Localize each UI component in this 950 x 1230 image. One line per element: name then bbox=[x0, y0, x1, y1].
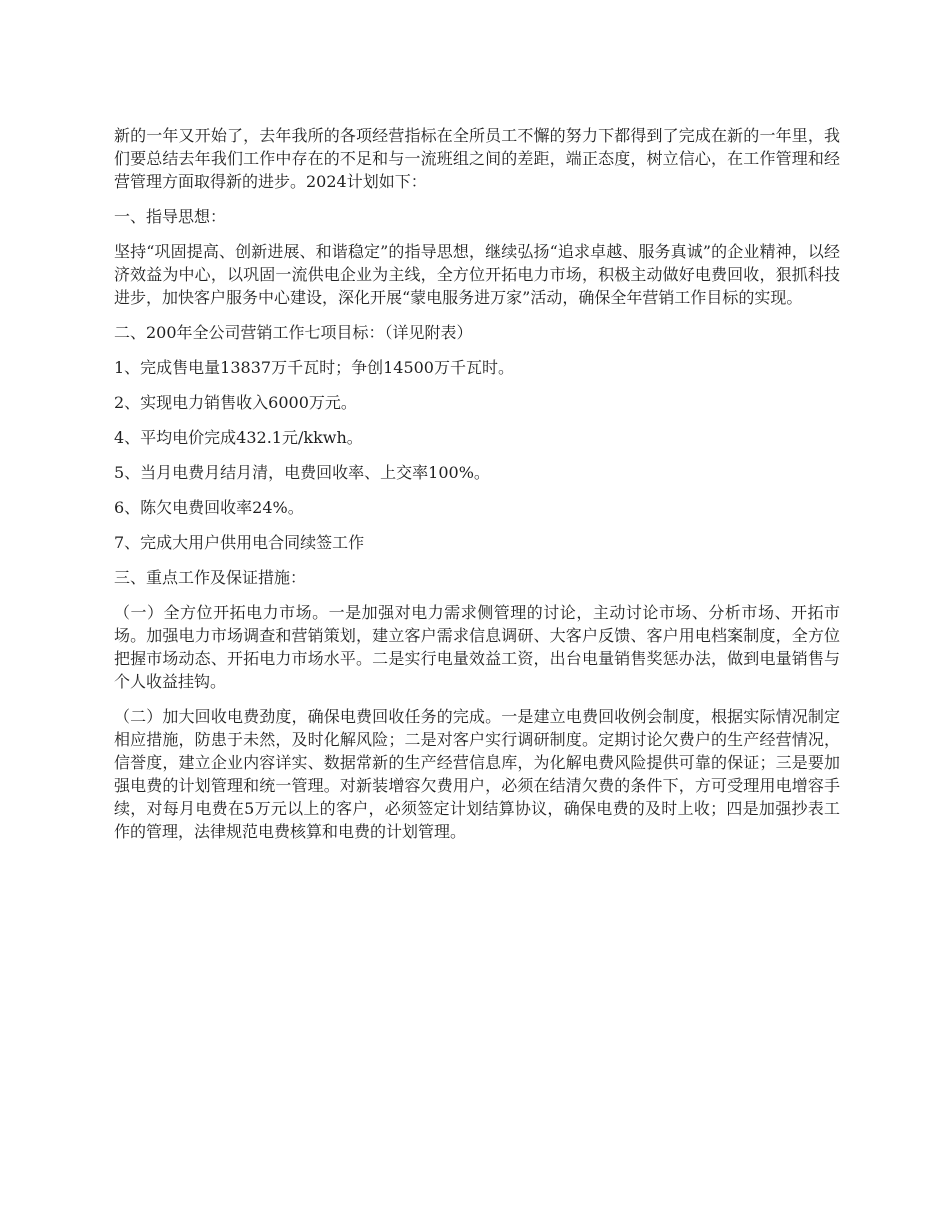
section-heading-key-work: 三、重点工作及保证措施： bbox=[114, 568, 307, 587]
goal-item: 1、完成售电量13837万千瓦时；争创14500万千瓦时。 bbox=[114, 358, 514, 377]
document-body bbox=[114, 124, 840, 855]
goal-item: 7、完成大用户供用电合同续签工作 bbox=[114, 533, 365, 552]
section-heading-guiding-ideology: 一、指导思想： bbox=[114, 207, 227, 226]
goal-item: 4、平均电价完成432.1元/kkwh。 bbox=[114, 428, 363, 447]
guiding-ideology-paragraph: 坚持“巩固提高、创新进展、和谐稳定”的指导思想，继续弘扬“追求卓越、服务真诚”的企业精神，以经济效益为中心，以巩固一流供电企业为主线，全方位开拓电力市场，积极主动做好电费回收，狠抓科技进步，加快客户服务中心建设，深化开展“蒙电服务进万家”活动，确保全年营销工作目标的实现。 bbox=[114, 242, 840, 307]
goal-item: 6、陈欠电费回收率24%。 bbox=[114, 498, 304, 517]
key-work-paragraph-2: （二）加大回收电费劲度，确保电费回收任务的完成。一是建立电费回收例会制度，根据实际情况制定相应措施，防患于未然，及时化解风险；二是对客户实行调研制度。定期讨论欠费户的生产经营情况，信誉度，建立企业内容详实、数据常新的生产经营信息库，为化解电费风险提供可靠的保证；三是要加强电费的计划管理和统一管理。对新装增容欠费用户，必须在结清欠费的条件下，方可受理用电增容手续，对每月电费在5万元以上的客户，必须签定计划结算协议，确保电费的及时上收；四是加强抄表工作的管理，法律规范电费核算和电费的计划管理。 bbox=[114, 707, 840, 841]
intro-paragraph: 新的一年又开始了，去年我所的各项经营指标在全所员工不懈的努力下都得到了完成在新的一年里，我们要总结去年我们工作中存在的不足和与一流班组之间的差距，端正态度，树立信心，在工作管理和经营管理方面取得新的进步。2024计划如下： bbox=[114, 126, 840, 191]
key-work-paragraph-1: （一）全方位开拓电力市场。一是加强对电力需求侧管理的讨论，主动讨论市场、分析市场、开拓市场。加强电力市场调查和营销策划，建立客户需求信息调研、大客户反馈、客户用电档案制度，全方位把握市场动态、开拓电力市场水平。二是实行电量效益工资，出台电量销售奖惩办法，做到电量销售与个人收益挂钩。 bbox=[114, 603, 840, 691]
goal-item: 2、实现电力销售收入6000万元。 bbox=[114, 393, 357, 412]
goal-item: 5、当月电费月结月清，电费回收率、上交率100%。 bbox=[114, 463, 490, 482]
section-heading-seven-goals: 二、200年全公司营销工作七项目标：（详见附表） bbox=[114, 323, 473, 342]
